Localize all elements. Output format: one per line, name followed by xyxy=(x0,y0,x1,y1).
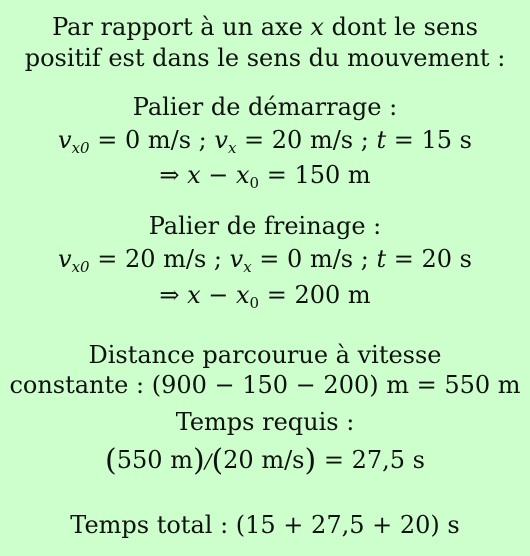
minus-sign: − xyxy=(200,281,236,309)
left-paren: ( xyxy=(211,443,224,478)
intro-line-2: positif est dans le sens du mouvement : xyxy=(24,44,506,72)
temps-denominator: 20 m/s xyxy=(223,446,305,474)
implies-symbol: ⇒ xyxy=(159,281,180,309)
demarrage-v0: = 0 m/s ; xyxy=(89,126,215,154)
demarrage-v: = 20 m/s ; xyxy=(236,126,377,154)
freinage-title: Palier de freinage : xyxy=(148,212,382,240)
x0-symbol: x xyxy=(236,281,250,309)
intro-line-1 xyxy=(0,12,530,42)
intro-text-1-end: dont le sens xyxy=(323,13,478,41)
temps-formula xyxy=(0,445,530,476)
v-symbol: v xyxy=(58,245,72,273)
division-slash: / xyxy=(204,449,212,473)
t-symbol: t xyxy=(376,245,387,273)
t-symbol: t xyxy=(376,126,387,154)
constant-line-2: constante : (900 − 150 − 200) m = 550 m xyxy=(9,371,521,399)
demarrage-title: Palier de démarrage : xyxy=(132,93,398,121)
subscript-0: 0 xyxy=(249,174,260,192)
v-symbol: v xyxy=(214,126,228,154)
v-symbol: v xyxy=(229,245,244,273)
subscript-x: x xyxy=(243,258,252,276)
intro-text-1: Par rapport à un axe xyxy=(52,13,311,41)
x-symbol: x xyxy=(187,161,201,189)
implies-symbol: ⇒ xyxy=(159,161,180,189)
minus-sign: − xyxy=(200,161,236,189)
right-paren: ) xyxy=(304,443,317,478)
right-paren: ) xyxy=(192,443,205,478)
freinage-v: = 0 m/s ; xyxy=(251,245,377,273)
left-paren: ( xyxy=(105,443,117,478)
freinage-t: = 20 s xyxy=(386,245,472,273)
x-symbol: x xyxy=(187,281,201,309)
constant-line-1: Distance parcourue à vitesse xyxy=(88,341,442,369)
temps-total: Temps total : (15 + 27,5 + 20) s xyxy=(70,511,460,539)
freinage-result xyxy=(0,280,530,310)
temps-title: Temps requis : xyxy=(175,408,355,436)
v-symbol: v xyxy=(58,126,72,154)
freinage-distance: = 200 m xyxy=(259,281,371,309)
x0-symbol: x xyxy=(236,161,250,189)
demarrage-distance: = 150 m xyxy=(259,161,371,189)
axis-variable: x xyxy=(310,13,324,41)
temps-numerator: 550 m xyxy=(116,446,193,474)
temps-result: = 27,5 s xyxy=(316,446,425,474)
demarrage-values xyxy=(0,125,530,155)
subscript-x0: x0 xyxy=(71,139,90,157)
freinage-values xyxy=(0,244,530,274)
subscript-x0: x0 xyxy=(71,258,90,276)
demarrage-result xyxy=(0,160,530,190)
freinage-v0: = 20 m/s ; xyxy=(89,245,230,273)
demarrage-t: = 15 s xyxy=(386,126,472,154)
subscript-0: 0 xyxy=(249,294,260,312)
subscript-x: x xyxy=(227,139,237,157)
